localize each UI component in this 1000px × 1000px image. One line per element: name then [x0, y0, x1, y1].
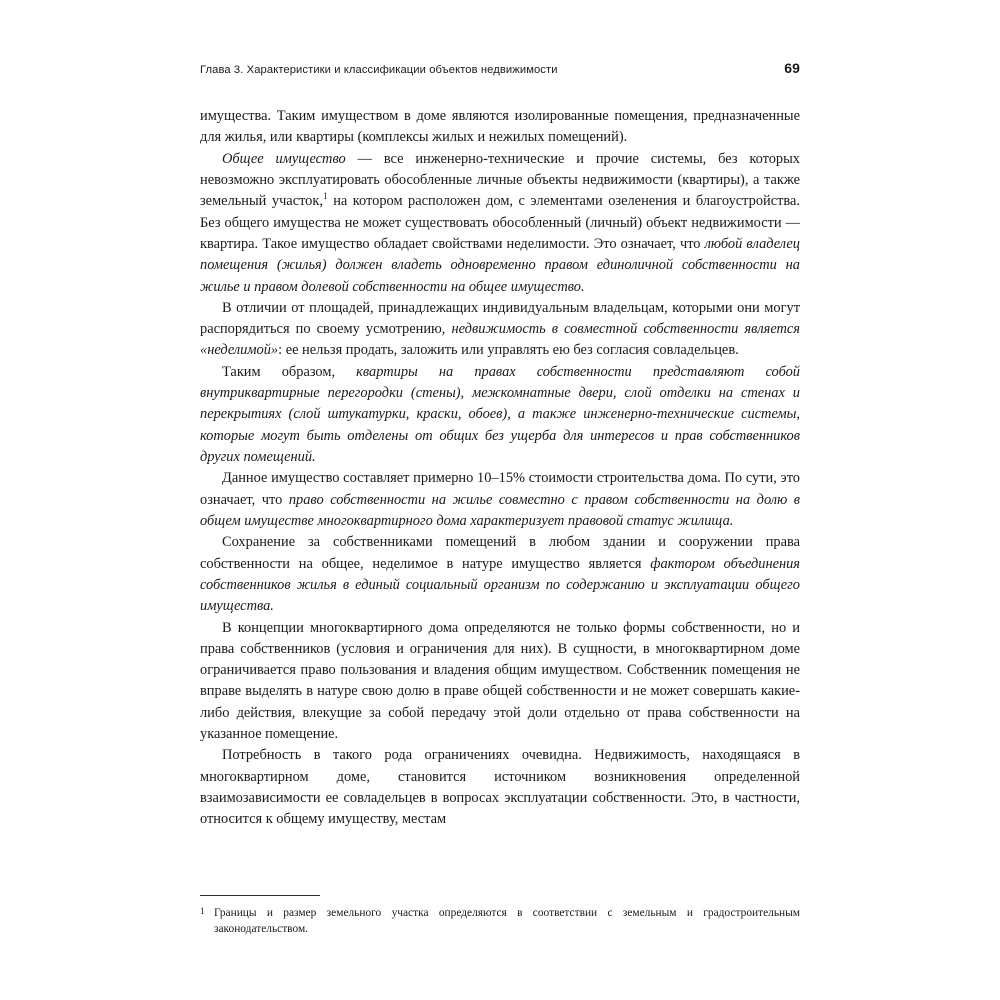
text-run: Потребность в такого рода ограничениях очевидна. Недвижимость, находящаяся в многоквартирном доме, становится источником возникновения определенной взаимозависимости ее совладельцев в вопросах эксплуатации собственности. Это, в частности, относится к общему имуществу, местам — [200, 747, 800, 828]
paragraph — [200, 298, 800, 362]
paragraph — [200, 362, 800, 469]
text-run: — все инженерно-технические и прочие системы, без которых невозможно эксплуатировать обособленные личные объекты недвижимости (квартиры), а также земельный участок, — [200, 150, 800, 210]
paragraph — [200, 532, 800, 617]
emphasis-text: любой владелец помещения (жилья) должен владеть одновременно правом единоличной собственности на жилье и правом долевой собственности на общее имущество. — [200, 235, 800, 295]
paragraph — [200, 149, 800, 298]
emphasis-text: фактором объединения собственников жилья в единый социальный организм по содержанию и эксплуатации общего имущества. — [200, 555, 800, 615]
footnote — [200, 905, 800, 937]
text-run: на котором расположен дом, с элементами озеленения и благоустройства. Без общего имущества не может существовать обособленный (личный) объект недвижимости — квартира. Такое имущество обладает свойствами неделимости. Это означает, что — [200, 193, 800, 252]
text-run: В отличии от площадей, принадлежащих индивидуальным владельцам, которыми они могут распорядиться по своему усмотрению, — [200, 299, 800, 338]
paragraph — [200, 745, 800, 830]
footnote-list — [200, 905, 800, 937]
text-run: Данное имущество составляет примерно 10–15% стоимости строительства дома. По сути, это означает, что — [200, 470, 800, 508]
emphasis-text: право собственности на жилье совместно с правом собственности на долю в общем имуществе многоквартирного дома характеризует правовой статус жилища. — [200, 491, 801, 529]
footnote-separator — [200, 895, 320, 896]
page-number: 69 — [784, 60, 800, 76]
footnote-area — [200, 895, 800, 937]
page-content — [200, 60, 800, 831]
body-text — [200, 106, 800, 831]
paragraph — [200, 618, 800, 746]
text-run: Таким образом, — [222, 363, 357, 380]
footnote-marker: 1 — [200, 907, 205, 917]
text-run: Сохранение за собственниками помещений в любом здании и сооружении права собственности на общее, неделимое в натуре имущество является — [200, 534, 800, 572]
emphasis-text: недвижимость в совместной собственности является «неделимой» — [200, 321, 800, 359]
footnote-text: Границы и размер земельного участка определяются в соответствии с земельным и градостроительным законодательством. — [214, 907, 800, 936]
text-run: : ее нельзя продать, заложить или управлять ею без согласия совладельцев. — [278, 342, 739, 359]
chapter-title: Глава 3. Характеристики и классификации объектов недвижимости — [200, 64, 558, 76]
paragraph — [200, 106, 800, 149]
running-head — [200, 60, 800, 80]
text-run: имущества. Таким имуществом в доме являются изолированные помещения, предназначенные для жилья, или квартиры (комплексы жилых и нежилых помещений). — [200, 108, 800, 146]
emphasis-text: Общее имущество — [222, 150, 346, 167]
emphasis-text: квартиры на правах собственности представляют собой внутриквартирные перегородки (стены), межкомнатные двери, слой отделки на стенах и перекрытиях (слой штукатурки, краски, обоев), а также инженерно-технические системы, которые могут быть отделены от общих без ущерба для интересов и прав собственников других помещений. — [200, 363, 801, 465]
footnote-reference: 1 — [322, 192, 328, 203]
text-run: В концепции многоквартирного дома определяются не только формы собственности, но и права собственников (условия и ограничения для них). В сущности, в многоквартирном доме ограничивается право пользования и владения общим имуществом. Собственник помещения не вправе выделять в натуре свою долю в праве общей собственности и не может совершать какие-либо действия, влекущие за собой передачу этой доли отдельно от права собственности на указанное помещение. — [200, 619, 800, 743]
paragraph — [200, 468, 800, 532]
